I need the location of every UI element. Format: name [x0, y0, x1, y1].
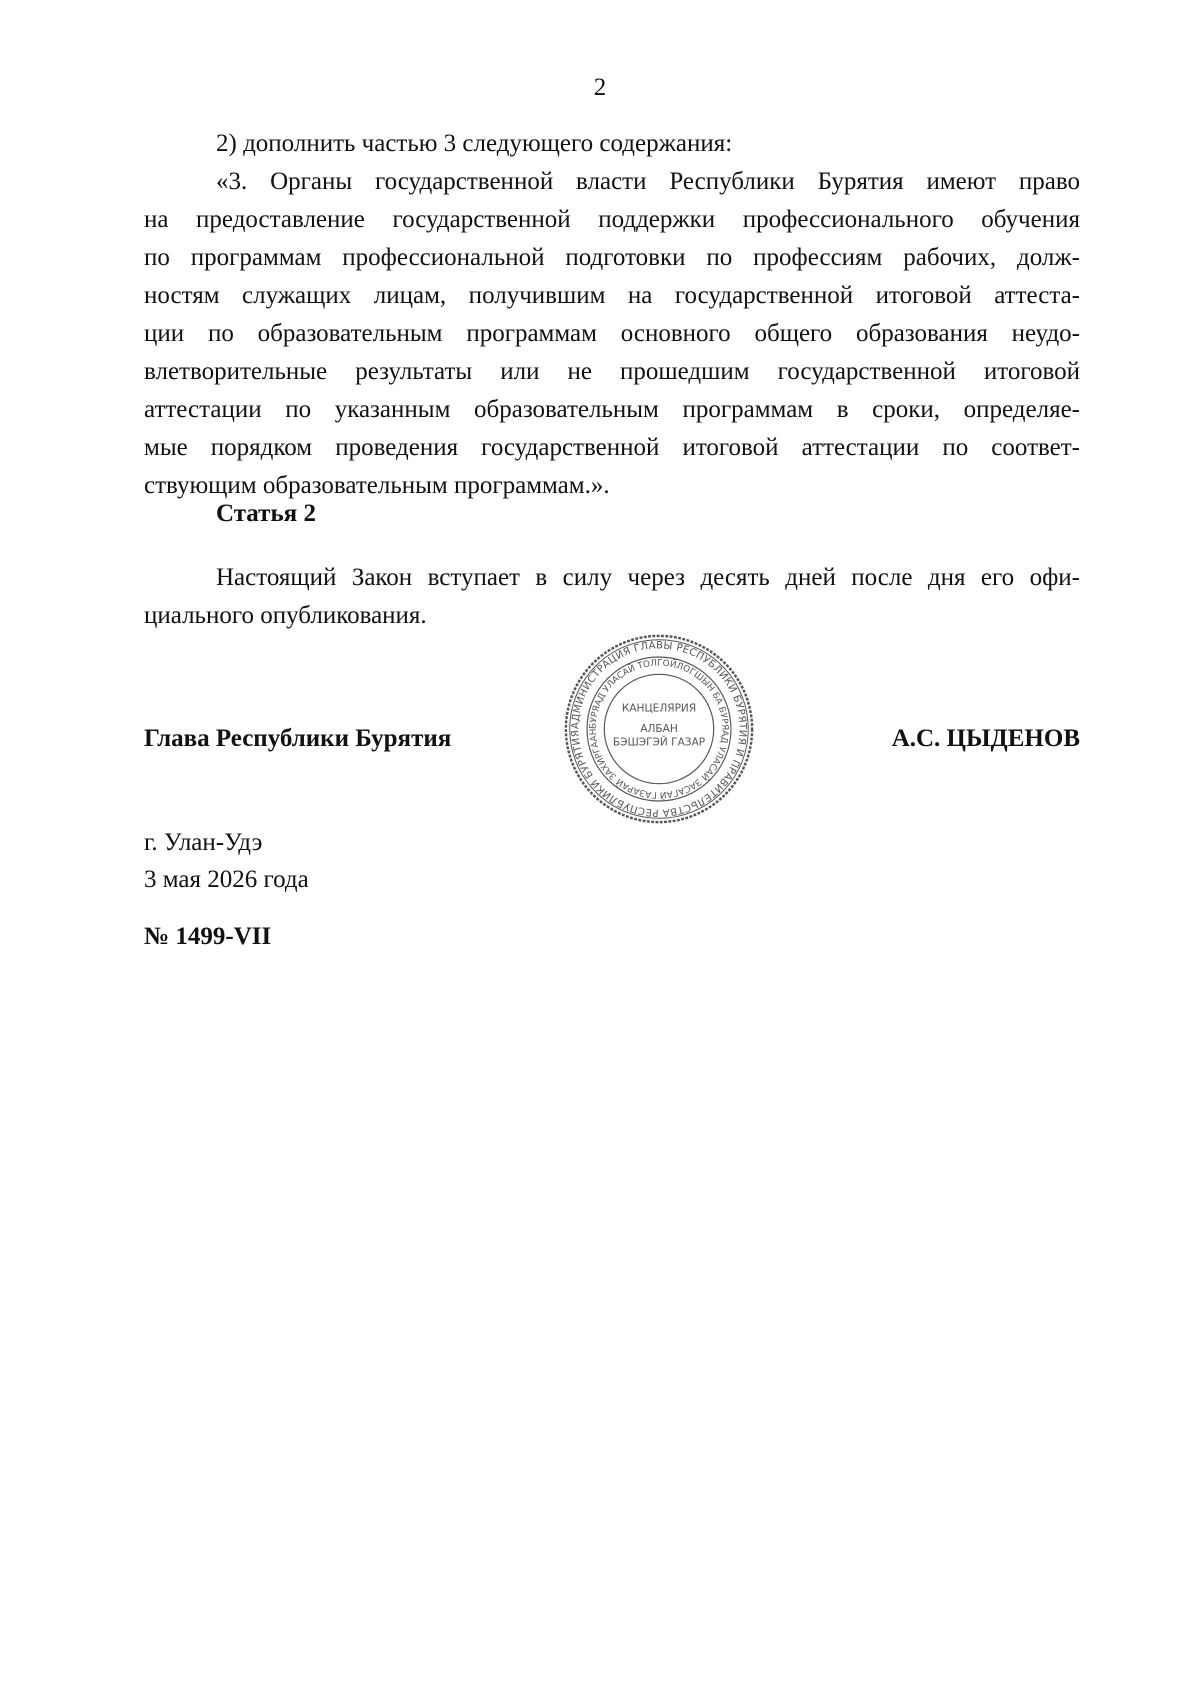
- quoted-line-6: влетворительные результаты или не прошедшим государственной итоговой: [144, 358, 1080, 385]
- quoted-line-8: мые порядком проведения государственной итоговой аттестации по соответ-: [144, 434, 1080, 461]
- quoted-line-2: на предоставление государственной поддержки профессионального обучения: [144, 206, 1080, 233]
- quoted-line-3: по программам профессиональной подготовки по профессиям рабочих, долж-: [144, 244, 1080, 271]
- article-2-paragraph: [144, 559, 1080, 635]
- item-2-paragraph: [144, 125, 1080, 505]
- item-2-lead: 2) дополнить частью 3 следующего содержания:: [216, 130, 733, 157]
- seal-center-line-1: КАНЦЕЛЯРИЯ: [621, 702, 697, 715]
- quoted-line-7: аттестации по указанным образовательным программам в сроки, определяе-: [144, 396, 1080, 423]
- official-seal: [563, 633, 755, 825]
- quoted-line-5: ции по образовательным программам основного общего образования неудо-: [144, 320, 1080, 347]
- seal-center-line-3: БЭШЭГЭЙ ГАЗАР: [612, 736, 706, 749]
- signatory-title: Глава Республики Бурятия: [144, 725, 452, 752]
- article-2-heading: Статья 2: [216, 500, 316, 527]
- seal-center-line-2: АЛБАН: [640, 722, 678, 735]
- article-2-line-1: Настоящий Закон вступает в силу через десять дней после дня его офи-: [216, 564, 1080, 591]
- page-number: 2: [593, 74, 607, 101]
- seal-inner-text: БУРЯАД УЛАСАЙ ТОЛГОЙЛОГШЫН БА БУРЯАД УЛАСАЙ ЗАСАГАЙ ГАЗАРАЙ ЗАХИРГААН: [588, 658, 730, 800]
- article-2-line-2: циального опубликования.: [144, 602, 427, 629]
- law-number: № 1499-VII: [144, 923, 272, 950]
- seal-outer-text: АДМИНИСТРАЦИЯ ГЛАВЫ РЕСПУБЛИКИ БУРЯТИЯ И ПРАВИТЕЛЬСТВА РЕСПУБЛИКИ БУРЯТИЯ: [570, 640, 748, 818]
- quoted-line-1: «3. Органы государственной власти Республики Бурятия имеют право: [216, 168, 1080, 195]
- date: 3 мая 2026 года: [144, 866, 309, 893]
- quoted-line-9: ствующим образовательным программам.».: [144, 472, 610, 499]
- quoted-line-4: ностям служащих лицам, получившим на государственной итоговой аттеста-: [144, 282, 1080, 309]
- place: г. Улан-Удэ: [144, 829, 263, 856]
- signatory-name: А.С. ЦЫДЕНОВ: [891, 725, 1080, 752]
